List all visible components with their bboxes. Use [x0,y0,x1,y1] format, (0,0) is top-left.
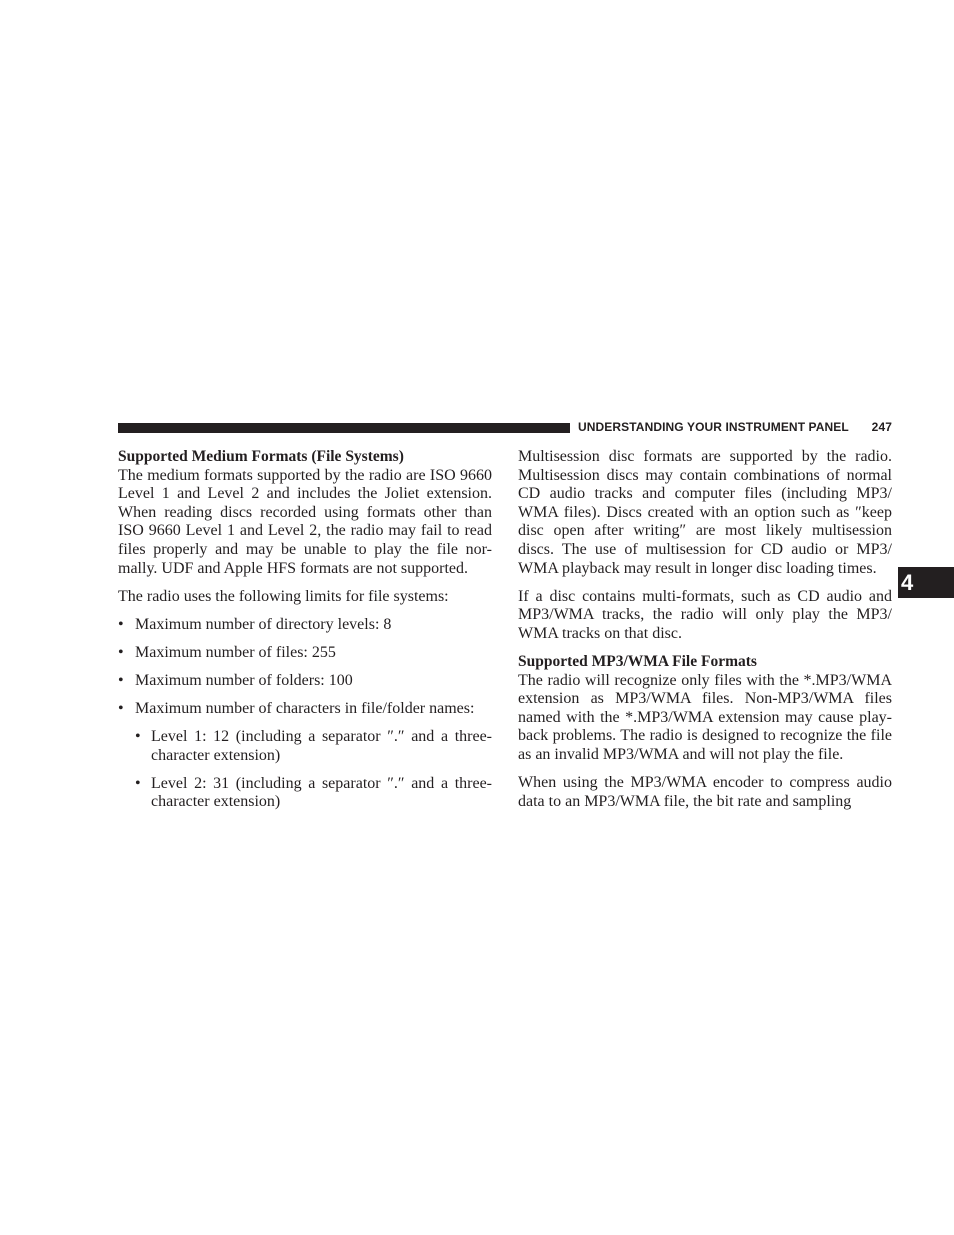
running-header [578,420,892,434]
list-item: • Maximum number of directory levels: 8 [118,616,492,635]
heading-file-formats: Supported MP3/WMA File Formats [518,652,757,670]
header-rule [118,423,570,433]
limits-list [118,616,492,812]
list-item: • Maximum number of files: 255 [118,644,492,663]
paragraph: When using the MP3/WMA encoder to compress audio data to an MP3/WMA file, the bit rate and sampling [518,774,892,810]
list-item: • Maximum number of folders: 100 [118,672,492,691]
list-item-with-sublist [118,700,492,812]
chapter-tab: 4 [898,567,954,598]
right-column [518,448,892,821]
sub-list-item: • Level 1: 12 (including a separator ″.″ and a three-character extension) [135,728,492,765]
page-number: 247 [871,420,892,434]
name-length-sublist [135,728,492,812]
list-item-text: Maximum number of characters in file/folder names: [135,700,475,718]
paragraph: The radio uses the following limits for file systems: [118,587,449,605]
paragraph: Multisession disc formats are supported by the radio. Multisession discs may contain combinations of normal CD audio tracks and computer files (including MP3/ WMA files). Discs created with an option such as ″keep disc open after writing″ are most likely multisession discs. The use of multisession for CD audio or MP3/ WMA playback may result in longer disc loading times. [518,448,892,577]
paragraph: If a disc contains multi-formats, such as CD audio and MP3/WMA tracks, the radio will only play the MP3/ WMA tracks on that disc. [518,587,892,642]
paragraph: The radio will recognize only files with the *.MP3/WMA extension as MP3/WMA files. Non-MP3/WMA files named with the *.MP3/WMA extension may cause play-back problems. The radio is designed to recognize the file as an invalid MP3/WMA and will not play the file. [518,671,892,763]
left-column [118,448,492,822]
section-title: UNDERSTANDING YOUR INSTRUMENT PANEL [578,420,849,434]
sub-list-item: • Level 2: 31 (including a separator ″.″ and a three-character extension) [135,775,492,812]
heading-medium-formats: Supported Medium Formats (File Systems) [118,448,404,465]
paragraph: The medium formats supported by the radio are ISO 9660 Level 1 and Level 2 and includes the Joliet extension. When reading discs recorded using formats other than ISO 9660 Level 1 and Level 2, the radio may fail to read files properly and may be unable to play the file nor-mally. UDF and Apple HFS formats are not supported. [118,466,492,577]
